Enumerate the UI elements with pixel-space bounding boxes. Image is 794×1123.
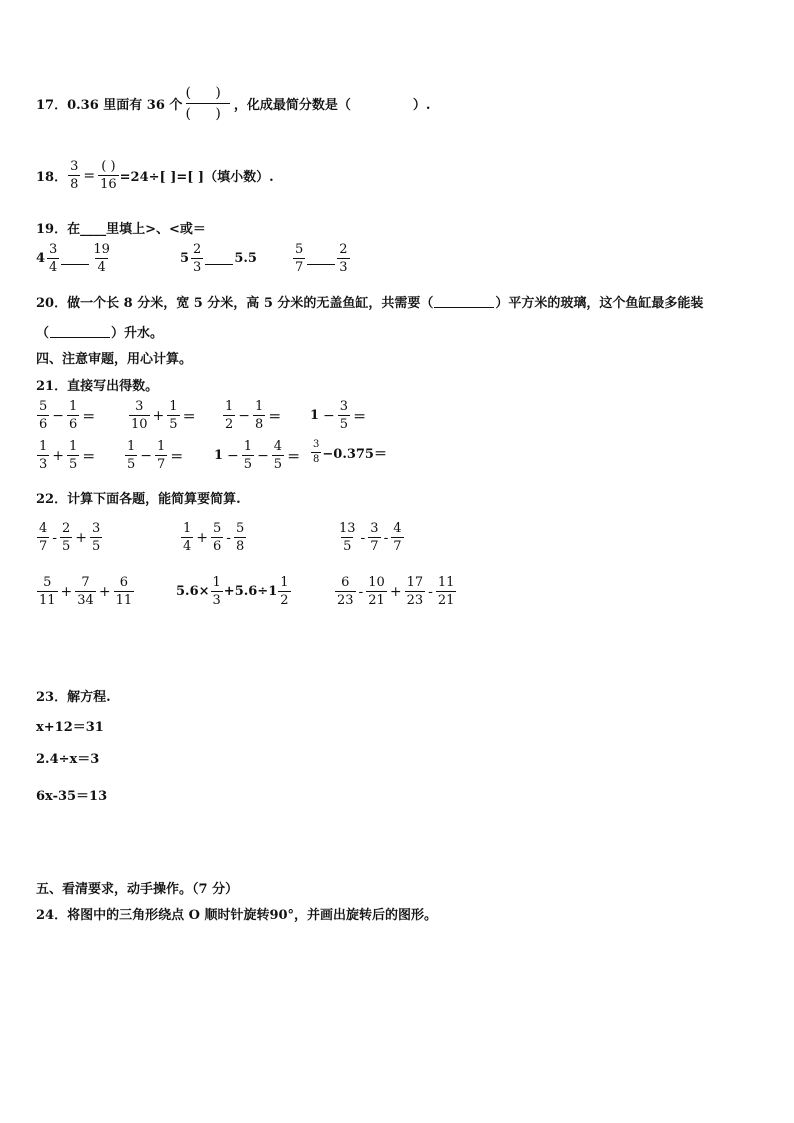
fraction — [366, 576, 387, 607]
numerator: 1 — [39, 439, 48, 454]
question-text: 解方程. — [67, 690, 111, 705]
denominator: 5 — [243, 457, 253, 472]
question-text: 计算下面各题，能简算要简算. — [67, 492, 241, 507]
numerator: 1 — [69, 399, 78, 414]
fraction — [60, 522, 72, 553]
numerator: 5 — [39, 399, 48, 414]
fraction — [37, 522, 49, 553]
minus-sign: − — [52, 407, 65, 424]
fraction — [155, 440, 167, 471]
numerator: 5 — [43, 575, 52, 590]
question-19-item-3 — [292, 243, 351, 274]
q22-expression-2 — [180, 522, 247, 553]
denominator: 3 — [193, 260, 202, 275]
fraction — [129, 400, 150, 431]
expression-text: 5.6× — [176, 584, 210, 599]
minus-sign: − — [227, 447, 239, 464]
denominator: 4 — [183, 539, 192, 554]
fraction — [67, 400, 79, 431]
denominator: 23 — [406, 593, 424, 608]
numerator: 1 — [225, 399, 234, 414]
numerator: 4 — [393, 521, 402, 536]
denominator: 7 — [39, 539, 48, 554]
fraction — [368, 522, 380, 553]
q21-row2-item4 — [310, 440, 387, 465]
question-number: 21． — [36, 379, 68, 394]
question-19-item-1 — [36, 243, 113, 274]
fraction — [114, 576, 135, 607]
denominator: 7 — [370, 539, 379, 554]
fraction — [234, 522, 246, 553]
fraction — [335, 576, 356, 607]
denominator: 7 — [393, 539, 402, 554]
fraction — [37, 440, 49, 471]
question-number: 19． — [36, 222, 68, 237]
denominator: 8 — [70, 177, 79, 192]
denominator: 16 — [100, 177, 117, 192]
denominator: 10 — [131, 417, 148, 432]
fraction — [90, 522, 102, 553]
question-21 — [36, 375, 158, 394]
minus-sign: − — [140, 447, 153, 464]
q22-expression-1 — [36, 522, 103, 553]
equals-sign: ＝ — [82, 450, 96, 465]
numerator: 7 — [81, 575, 90, 590]
q21-row2-item2 — [124, 440, 185, 471]
denominator: 4 — [49, 260, 58, 275]
numerator: 3 — [370, 521, 379, 536]
question-number: 22． — [36, 492, 68, 507]
question-text: 在____里填上>、<或＝ — [67, 222, 206, 237]
question-17 — [36, 85, 430, 122]
numerator: 1 — [169, 399, 178, 414]
question-23 — [36, 686, 111, 705]
denominator: 11 — [115, 593, 133, 608]
compare-blank — [307, 252, 335, 265]
fraction — [211, 576, 223, 607]
numerator: 5 — [213, 521, 222, 536]
denominator: 2 — [280, 593, 289, 608]
question-text: =24÷[ ]=[ ]（填小数）. — [119, 170, 274, 185]
numerator: 4 — [39, 521, 48, 536]
denominator: 4 — [97, 260, 106, 275]
fraction — [405, 576, 426, 607]
parenthesis-fraction-blank — [185, 85, 230, 122]
equals-sign: ＝ — [170, 450, 184, 465]
denominator: 5 — [339, 417, 349, 432]
denominator: 21 — [368, 593, 385, 608]
mixed-number — [180, 243, 204, 274]
fraction — [391, 522, 403, 553]
question-text: ，化成最简分数是（ — [233, 98, 351, 113]
fraction — [37, 400, 49, 431]
numerator: 3 — [49, 242, 58, 257]
operator: - — [383, 529, 389, 546]
fraction — [37, 576, 58, 607]
fraction — [337, 243, 349, 274]
question-text: 0.36 里面有 36 个 — [67, 98, 183, 113]
denominator: 7 — [295, 260, 304, 275]
denominator: 5 — [169, 417, 178, 432]
denominator: 3 — [339, 260, 348, 275]
question-text: 将图中的三角形绕点 O 顺时针旋转90°，并画出旋转后的图形。 — [67, 908, 438, 923]
numerator: 1 — [255, 399, 264, 414]
question-19-item-2 — [180, 243, 257, 274]
denominator: 8 — [236, 539, 245, 554]
numerator: 1 — [183, 521, 192, 536]
numerator: 1 — [212, 575, 221, 590]
question-22 — [36, 488, 241, 507]
fraction — [167, 400, 179, 431]
fraction — [242, 440, 254, 471]
compare-blank — [205, 252, 233, 265]
denominator: 11 — [39, 593, 56, 608]
numerator: 17 — [406, 575, 424, 590]
q21-row1-item2 — [128, 400, 198, 431]
fraction — [75, 576, 96, 607]
q22-expression-3 — [336, 522, 405, 553]
numerator: 6 — [341, 575, 350, 590]
question-number: 24． — [36, 908, 68, 923]
numerator: 19 — [93, 242, 110, 257]
question-text: ）平方米的玻璃，这个鱼缸最多能装 — [495, 296, 704, 311]
numerator: 3 — [135, 399, 144, 414]
plus-sign: + — [152, 407, 165, 424]
question-text: 直接写出得数。 — [67, 379, 159, 394]
q21-row1-item3 — [222, 400, 283, 431]
denominator: 6 — [69, 417, 78, 432]
answer-blank — [434, 295, 494, 308]
fraction — [211, 522, 223, 553]
fraction — [278, 576, 290, 607]
q22-expression-4 — [36, 576, 135, 607]
whole-part: 4 — [36, 251, 46, 266]
fraction-bar — [186, 103, 230, 104]
denominator: 3 — [39, 457, 48, 472]
numerator: 5 — [295, 242, 304, 257]
numerator: 1 — [69, 439, 78, 454]
denominator: 5 — [62, 539, 71, 554]
fraction — [181, 522, 193, 553]
denominator: 8 — [313, 454, 320, 465]
denominator: 6 — [39, 417, 48, 432]
paren-numerator: ( ) — [185, 85, 231, 101]
numerator: 6 — [119, 575, 128, 590]
q21-row2-item3 — [212, 440, 302, 471]
equation-1: x+12＝31 — [36, 720, 104, 735]
q21-row1-item1 — [36, 400, 97, 431]
question-text: ）升水。 — [111, 326, 164, 341]
denominator: 5 — [127, 457, 136, 472]
fraction — [272, 440, 284, 471]
fraction — [191, 243, 203, 274]
operator: + — [60, 583, 73, 600]
numerator: 5 — [236, 521, 245, 536]
numerator: 1 — [280, 575, 289, 590]
question-text: ）. — [412, 98, 431, 113]
question-text: （ — [36, 326, 50, 341]
whole-part: 5 — [180, 251, 190, 266]
equation-3: 6x-35＝13 — [36, 789, 108, 804]
operator: + — [389, 583, 402, 600]
numerator: 3 — [92, 521, 101, 536]
numerator: 10 — [368, 575, 385, 590]
fraction — [338, 400, 350, 431]
minus-sign: − — [238, 407, 251, 424]
numerator: 3 — [339, 399, 349, 414]
question-19 — [36, 218, 206, 237]
numerator: 1 — [157, 439, 166, 454]
mixed-number — [36, 243, 60, 274]
decimal-value: 5.5 — [234, 251, 257, 266]
question-number: 20． — [36, 296, 68, 311]
numerator: 4 — [273, 439, 283, 454]
q21-row1-item4 — [308, 400, 368, 431]
question-20-line-1 — [36, 292, 703, 311]
denominator: 5 — [69, 457, 78, 472]
numerator: 13 — [339, 521, 356, 536]
q22-expression-6 — [334, 576, 457, 607]
question-20-line-2 — [36, 322, 163, 341]
equals-sign: = — [83, 167, 96, 184]
question-number: 18． — [36, 170, 68, 185]
operator: - — [226, 529, 232, 546]
section-heading-5: 五、看清要求，动手操作。（7 分） — [36, 882, 239, 897]
fraction — [311, 440, 321, 465]
operator: - — [360, 529, 366, 546]
fraction — [223, 400, 235, 431]
equals-sign: ＝ — [287, 450, 301, 465]
operator: + — [75, 529, 88, 546]
denominator: 5 — [92, 539, 101, 554]
denominator: 3 — [212, 593, 221, 608]
expression-tail: −0.375＝ — [322, 447, 387, 462]
q21-row2-item1 — [36, 440, 97, 471]
equals-sign: ＝ — [82, 410, 96, 425]
fraction-blank — [98, 160, 119, 191]
compare-blank — [61, 252, 89, 265]
minus-sign: − — [257, 447, 269, 464]
question-24 — [36, 904, 437, 923]
expression-text: +5.6÷1 — [223, 584, 278, 599]
equals-sign: ＝ — [268, 410, 282, 425]
question-18 — [36, 160, 274, 191]
minus-sign: − — [323, 407, 335, 424]
question-number: 23． — [36, 690, 68, 705]
equals-sign: ＝ — [353, 410, 367, 425]
numerator: 3 — [313, 439, 320, 450]
numerator: 2 — [193, 242, 202, 257]
numerator: 2 — [339, 242, 348, 257]
numerator: 1 — [243, 439, 253, 454]
plus-sign: + — [52, 447, 65, 464]
denominator: 23 — [337, 593, 354, 608]
denominator: 34 — [77, 593, 94, 608]
answer-blank — [50, 325, 110, 338]
fraction — [68, 160, 80, 191]
denominator: 8 — [255, 417, 264, 432]
operator: - — [52, 529, 58, 546]
numerator: 2 — [62, 521, 71, 536]
denominator: 2 — [225, 417, 234, 432]
operator: + — [98, 583, 111, 600]
fraction — [125, 440, 137, 471]
integer: 1 — [214, 448, 224, 463]
fraction — [337, 522, 358, 553]
operator: - — [358, 583, 364, 600]
paren-denominator: ( ) — [185, 106, 231, 122]
equals-sign: ＝ — [182, 410, 196, 425]
numerator: 3 — [70, 159, 79, 174]
operator: + — [196, 529, 209, 546]
fraction — [91, 243, 112, 274]
integer: 1 — [310, 408, 320, 423]
fraction — [436, 576, 457, 607]
numerator: 1 — [127, 439, 136, 454]
fraction — [253, 400, 265, 431]
question-number: 17． — [36, 98, 68, 113]
denominator: 5 — [273, 457, 283, 472]
denominator: 7 — [157, 457, 166, 472]
denominator: 6 — [213, 539, 222, 554]
q22-expression-5 — [176, 576, 292, 607]
numerator: ( ) — [101, 159, 116, 174]
numerator: 11 — [437, 575, 455, 590]
denominator: 5 — [343, 539, 352, 554]
denominator: 21 — [437, 593, 455, 608]
fraction — [47, 243, 59, 274]
section-heading-4: 四、注意审题，用心计算。 — [36, 352, 193, 367]
operator: - — [428, 583, 433, 600]
fraction — [293, 243, 305, 274]
equation-2: 2.4÷x＝3 — [36, 752, 100, 767]
fraction — [67, 440, 79, 471]
question-text: 做一个长 8 分米，宽 5 分米，高 5 分米的无盖鱼缸，共需要（ — [67, 296, 434, 311]
